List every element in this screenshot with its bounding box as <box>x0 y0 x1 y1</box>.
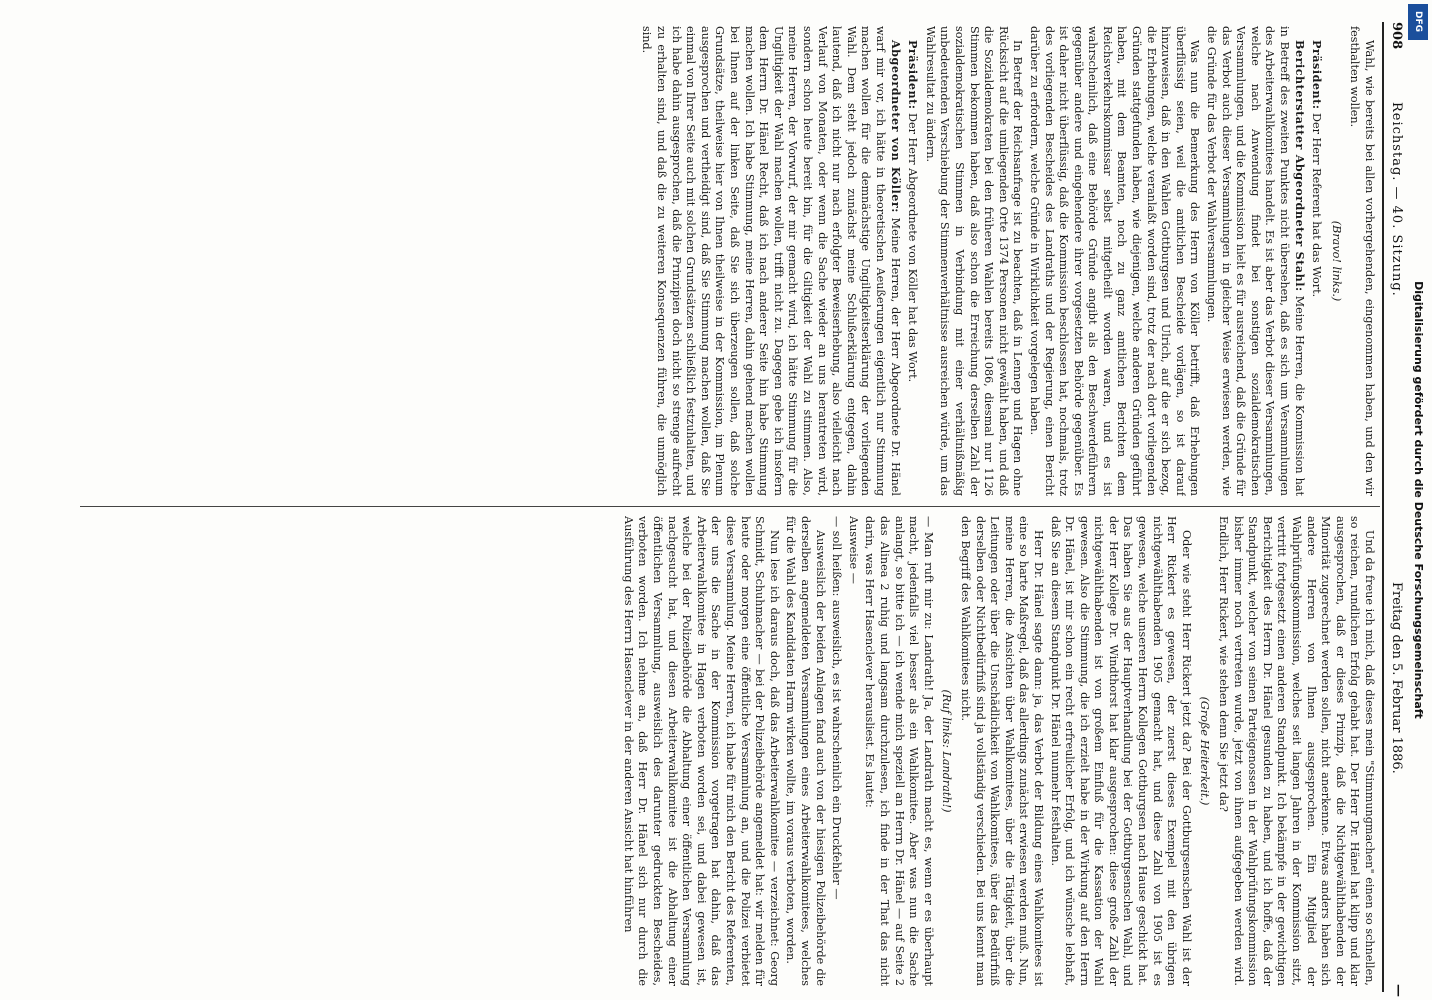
speaker-name: Präsident: <box>1310 40 1325 110</box>
paragraph-text: Was nun die Bemerkung des Herrn von Köller betrifft, daß Erhebungen überflüssig seien, weil die amtlichen Bescheide vorlägen, so ist darauf hinzuweisen, daß in den Wahlen Gottburgsen und Ulrich, auf die er sich bezog, die Erhebungen, welche veranlaßt worden sind, trotz der nach dort vorliegenden Gründen stattgefunden haben, wie diejenigen, welche anderen Gründen geführt haben, mit dem Beamten, noch zu ganz amtlichen Berichten dem Reichsverkehrskommissar selbst mitgetheilt worden waren, und es ist wahrscheinlich, daß eine Behörde Gründe angibt als den Beschwerdeführern gegenüber andere und eingehendere ihrer vorgesetzten Behörde gegenüber. Es ist daher nicht überflüssig, daß die Kommission beschlossen hat, nochmals, trotz des vorliegenden Bescheides des Landraths und der Regierung, einen Bericht darüber zu erfordern, welche Gründe in Wirklichkeit vorgelegen haben. <box>1027 26 1202 496</box>
paragraph-text: Nun lese ich daraus doch, daß das Arbeiterwahlkomitee — verzeichnet: Georg Schmidt, Schuhmacher — bei der Polizeibehörde angemeldet hat: wir melden für heute oder morgen eine öffentliche Versammlung an, und die Polizei verbietet diese Versammlung. Meine Herren, ich habe für mich den Bericht des Referenten, der uns die Sache in der Kommission vorgetragen hat dahin, daß das Arbeiterwahlkomitee in Hagen verboten worden sei, und dabei gewesen ist, welche bei der Polizeibehörde die Abhaltung einer öffentlichen Versammlung nachgesucht hat, und diesen Arbeiterwahlkomitee ist die Abhaltung einer öffentlichen Versammlung, ausweislich des darunter gedruckten Bescheides, verboten worden. Ich nehme an, daß Herr Dr. Hänel sich nur durch die Ausführung des Herrn Hasenclever in der anderen Ansicht hat hinführen <box>621 516 781 986</box>
paragraph-text: (Große Heiterkeit.) <box>1198 696 1212 806</box>
right-column-paragraph <box>862 516 935 986</box>
left-column-paragraph <box>1347 26 1376 496</box>
right-column-paragraph <box>1215 516 1376 986</box>
speaker-name: Präsident: <box>906 40 921 110</box>
left-column-paragraph <box>1026 26 1201 496</box>
right-column-paragraph <box>1047 516 1193 986</box>
session-date: Freitag den 5. Februar 1886. <box>1389 582 1404 774</box>
page-number: 908 <box>1389 22 1404 50</box>
paragraph-text: Ausweislich der beiden Anlagen fand auch von der hiesigen Polizeibehörde die derselben angemeldeten Versammlungen eines Arbeiterwahlkomitees, welches für die Wahl des Kandidaten Harm wirken wollte, im voraus verboten, worden. <box>784 516 827 986</box>
right-column-paragraph <box>829 516 844 986</box>
header-marker: — <box>1391 984 1406 997</box>
paragraph-text: In Betreff der Reichsanfrage ist zu beachten, daß in Lennep und Hagen ohne Rücksicht auf die umliegenden Orte 1374 Personen nicht gewählt haben, und daß die Sozialdemokraten bei den früheren Wahlen bereits 1086, diesmal nur 1126 Stimmen bekommen haben, daß also schon die Erreichung derselben Zahl der sozialdemokratischen Stimmen in Verbindung mit einer verhältnißmäßig unbedeutenden Verschiebung der Stimmenverhältnisse ausreichen würde, um das Wahlresultat zu ändern. <box>923 26 1025 496</box>
page-header <box>1382 22 1406 997</box>
paragraph-text: Ausweise — <box>846 516 860 584</box>
right-column-paragraph <box>620 516 781 986</box>
paragraph-text: Meine Herren, die Kommission hat in Betreff des zweiten Punktes nicht übersehen, daß es sich um Versammlungen des Arbeiterwahlkomitees handelt. Es ist aber das Verbot dieser Versammlungen, welche nach Anwendung findet bei sonstigen sozialdemokratischen Versammlungen, und die Kommission hielt es für ausreichend, daß die Gründe für das Verbot auch dieser Versammlungen in gleicher Weise erwiesen werden, wie die Gründe für das Verbot der Wahlversammlungen. <box>1205 26 1306 496</box>
paragraph-text: (Bravo! links.) <box>1329 220 1343 302</box>
left-column-paragraph <box>1203 26 1306 496</box>
paragraph-text: Wahl, wie bereits bei allen vorhergehenden, eingenommen haben, und den wir festhalten wollen. <box>1348 26 1376 496</box>
speaker-name: Abgeordneter von Köller: <box>888 40 903 213</box>
header-rule <box>1382 22 1384 992</box>
paragraph-text: Herr Dr. Hänel sagte dann: ja, das Verbot der Bildung eines Wahlkomitees ist eine so harte Maßregel, daß das allerdings zunächst erwiesen werden muß. Nun, meine Herren, die Ansichten über Wahlkomitees, über die Tätigkeit, über die Leitungen oder über die Unschädlichkeit von Wahlkomitees, über das Bedürfniß derselben oder Nichtbedürfniß sind ja vollständig verschieden. Bei uns kennt man den Begriff des Wahlkomitees nicht. <box>958 516 1045 986</box>
paragraph-text: — soll heißen: ausweislich, es ist wahrscheinlich ein Druckfehler — <box>830 516 844 900</box>
paragraph-text: (Ruf links: Landrath!) <box>940 689 954 813</box>
left-column <box>76 26 1376 496</box>
right-column-paragraph <box>957 516 1045 986</box>
right-column-paragraph <box>783 516 827 986</box>
left-column-paragraph <box>1328 26 1343 496</box>
right-column-paragraph <box>939 516 954 986</box>
right-column <box>76 516 1376 986</box>
right-column-paragraph <box>845 516 860 986</box>
paragraph-text: Meine Herren, der Herr Abgeordnete Dr. Hänel warf mir vor, ich hätte in theoretischen Aeußerungen eigentlich nur Stimmung machen wollen für die demnächstige Ungiltigkeitserklärung der vorliegenden Wahl. Dem steht jedoch zunächst meine Schlußerklärung entgegen, dahin lautend, daß ich nicht nur nach erfolgter Beweiserhebung, also vielleicht nach Verlauf von Monaten, oder wenn die Sache wieder an uns herantreten wird, sondern schon heute bereit bin, für die Giltigkeit der Wahl zu stimmen. Also, meine Herren, der Vorwurf, der mir gemacht wird, ich hätte Stimmung für die Ungiltigkeit der Wahl machen wollen, trifft nicht zu. Dagegen gebe ich insofern dem Herrn Dr. Hänel Recht, daß ich nach anderer Seite hin habe Stimmung machen wollen. Ich habe Stimmung, meine Herren, dahin gehend machen wollen bei Ihnen auf der linken Seite, daß Sie sich überzeugen sollen, daß solche Grundsätze, theilweise hier von Ihnen theilweise in der Kommission, im Plenum ausgesprochen und vertheidigt sind, daß Sie Stimmung machen wollen, daß Sie einmal von Ihrer Seite auch mit solchen Grundsätzen schließlich festzuhalten, und ich habe dahin ausgesprochen, daß die Prinzipien doch nicht so strenge aufrecht zu erhalten sind, und daß die zu weiteren Konsequenzen führen, die unmöglich sind. <box>640 26 902 496</box>
left-column-paragraph <box>1309 26 1325 496</box>
paragraph-text: Und da freue ich mich, daß dieses mein "Stimmungmachen" einen so schnellen, so reichen, rundlichen Erfolg gehabt hat. Der Herr Dr. Hänel hat klipp und klar ausgesprochen, daß er dieses Prinzip, daß die Nichtgewählthabenden der Minorität zugerechnet werden sollen, nicht anerkenne. Etwas anders haben sich andere Herren von Ihnen ausgesprochen. Ein Mitglied der Wahlprüfungskommission, welches seit langen Jahren in der Kommission sitzt, vertritt fortgesetzt einen anderen Standpunkt. Ich bekämpfe in der gewichtigen Berichtigkeit des Herrn Dr. Hänel gesunden zu haben, und ich hoffe, daß der Standpunkt, welcher von seinen Parteigenossen in der Wahlprüfungskommission bisher immer noch vertreten wurde, jetzt von ihnen aufgegeben werden wird. Endlich, Herr Rickert, wie stehen denn Sie jetzt da? <box>1217 516 1376 986</box>
left-column-paragraph <box>639 26 903 496</box>
rotated-page-content <box>66 22 1406 997</box>
left-column-paragraph <box>922 26 1024 496</box>
dfg-funding-notice: Digitalisierung gefördert durch die Deutsche Forschungsgemeinschaft <box>1412 281 1425 719</box>
speaker-name: Berichterstatter Abgeordneter Stahl: <box>1292 40 1307 292</box>
dfg-logo: DFG <box>1408 4 1428 40</box>
session-title: Reichstag. — 40. Sitzung. <box>1389 102 1404 297</box>
left-column-paragraph <box>905 26 921 496</box>
paragraph-text: Oder wie steht Herr Rickert jetzt da? Bei der Gottburgsenschen Wahl ist der Herr Rickert es gewesen, der zuerst dieses Exempel mit den übrigen nichtgewählthabenden 1905 gemacht hat, und diese Zahl von 1905 ist es gewesen, welche unseren Herrn Kollegen Gottburgsen nach Hause geschickt hat. Das haben Sie aus der Hauptverhandlung bei der Gottburgsenschen Wahl, und der Herr Kollege Dr. Windthorst hat klar ausgesprochen: diese große Zahl der nichtgewählthabenden ist von großem Einfluß für die Kassation der Wahl gewesen. Also die Stimmung, die ich erzielt habe in der Wirkung auf den Herrn Dr. Hänel, ist mir schon ein recht erfreulicher Erfolg, und ich wünsche lebhaft, daß Sie an diesem Standpunkt Dr. Hänel nunmehr festhalten. <box>1048 516 1193 986</box>
paragraph-text: Der Herr Referent hat das Wort. <box>1310 113 1324 298</box>
right-column-paragraph <box>1197 516 1212 986</box>
paragraph-text: — Man ruft mir zu: Landrath! Ja, der Landrath macht es, wenn er es überhaupt macht, jedenfalls viel besser als ein Wahlkomitee. Aber was nun die Sache anlangt, so bitte ich — ich wende mich speziell an Herrn Dr. Hänel — auf Seite 2 das Alinea 2 ruhig und langsam durchzulesen, ich finde in der That das nicht darin, was Herr Hasenclever herausliest. Es lautet: <box>863 516 935 986</box>
paragraph-text: Der Herr Abgeordnete von Köller hat das Wort. <box>906 113 920 383</box>
dfg-sidebar <box>1404 0 1432 1000</box>
column-divider <box>80 506 1380 507</box>
